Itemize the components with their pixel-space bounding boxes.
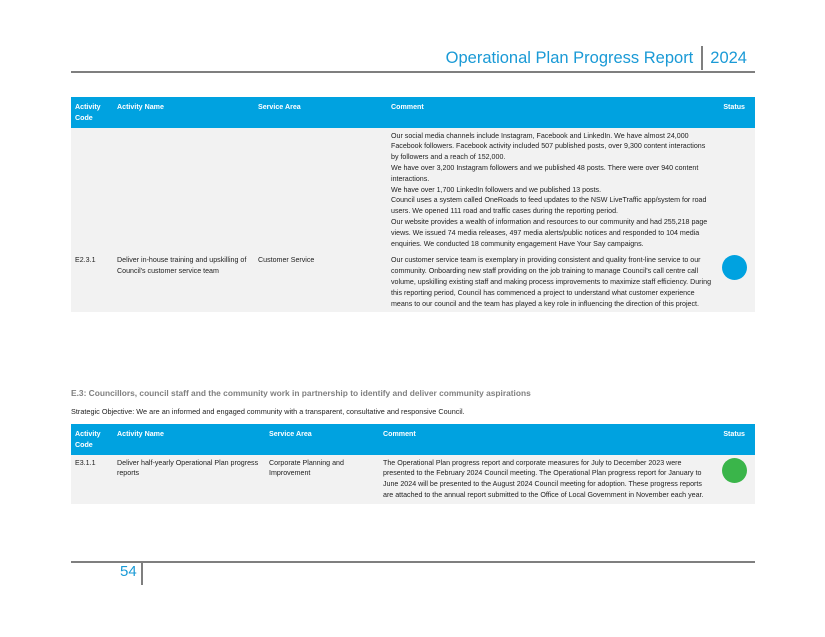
header-status: Status: [717, 97, 755, 128]
table-row: [71, 128, 755, 253]
table-header-row: [71, 97, 755, 128]
strategic-objective: Strategic Objective: We are an informed and engaged community with a transparent, consultative and responsive Council.: [71, 407, 465, 416]
report-title: Operational Plan Progress Report: [445, 48, 694, 67]
cell-service-area: Corporate Planning and Improvement: [265, 455, 379, 504]
report-header: [446, 46, 747, 70]
cell-activity-code: E2.3.1: [71, 252, 113, 312]
activity-table-e3: [71, 424, 755, 504]
table-row: [71, 455, 755, 504]
page-number: 54: [120, 563, 137, 580]
cell-service-area: [254, 128, 387, 253]
header-activity-name: Activity Name: [113, 424, 265, 455]
comment-paragraph: We have over 3,200 Instagram followers and we published 48 posts. There were over 940 content interactions.: [391, 163, 699, 183]
table-header-row: [71, 424, 755, 455]
status-indicator-green: [722, 458, 747, 483]
header-activity-code: Activity Code: [71, 424, 113, 455]
cell-activity-name: Deliver in-house training and upskilling of Council's customer service team: [113, 252, 254, 312]
table-row: [71, 252, 755, 312]
header-divider: [701, 46, 703, 70]
cell-activity-name: Deliver half-yearly Operational Plan progress reports: [113, 455, 265, 504]
page-number-divider: [141, 563, 143, 585]
header-service-area: Service Area: [265, 424, 379, 455]
header-status: Status: [717, 424, 755, 455]
comment-paragraph: Council uses a system called OneRoads to feed updates to the NSW LiveTraffic app/system for road users. We opened 111 road and traffic cases during the reporting period.: [391, 196, 707, 216]
cell-status: [717, 252, 755, 312]
header-rule: [71, 71, 755, 73]
header-comment: Comment: [387, 97, 717, 128]
cell-activity-name: [113, 128, 254, 253]
activity-table-e2: [71, 97, 755, 312]
comment-paragraph: Our website provides a wealth of information and resources to our community and had 255,218 page views. We issued 74 media releases, 497 media alerts/public notices and responded to 104 media enquiries. We conducted 18 community engagement Have Your Say campaigns.: [391, 217, 708, 248]
header-comment: Comment: [379, 424, 717, 455]
cell-comment-continued: [387, 128, 717, 253]
cell-status: [717, 128, 755, 253]
header-service-area: Service Area: [254, 97, 387, 128]
comment-paragraph: We have over 1,700 LinkedIn followers and we published 13 posts.: [391, 185, 602, 194]
header-activity-name: Activity Name: [113, 97, 254, 128]
cell-status: [717, 455, 755, 504]
cell-activity-code: E3.1.1: [71, 455, 113, 504]
page-number-block: [120, 563, 143, 585]
comment-paragraph: Our social media channels include Instagram, Facebook and LinkedIn. We have almost 24,000 Facebook followers. Facebook activity included 507 published posts, over 9,300 content interactions by followers and a reach of 152,000.: [391, 131, 706, 162]
cell-service-area: Customer Service: [254, 252, 387, 312]
report-year: 2024: [710, 48, 747, 67]
section-heading: E.3: Councillors, council staff and the community work in partnership to identify and deliver community aspirations: [71, 388, 531, 398]
footer-rule: [71, 561, 755, 563]
cell-comment: Our customer service team is exemplary in providing consistent and quality front-line service to our community. Onboarding new staff providing on the job training to manage Council's call centre call volume, upskilling existing staff and making process improvements to maximize staff efficiency. During this reporting period, Council has commenced a project to understand what customer experience means to our council and the team has played a key role in influencing the direction of this project.: [387, 252, 717, 312]
cell-comment: The Operational Plan progress report and corporate measures for July to December 2023 were presented to the February 2024 Council meeting. The Operational Plan progress report for January to June 2024 will be presented to the August 2024 Council meeting for adoption. These progress reports are attached to the annual report submitted to the Office of Local Government in November each year.: [379, 455, 717, 504]
cell-activity-code: [71, 128, 113, 253]
header-activity-code: Activity Code: [71, 97, 113, 128]
status-indicator-blue: [722, 255, 747, 280]
